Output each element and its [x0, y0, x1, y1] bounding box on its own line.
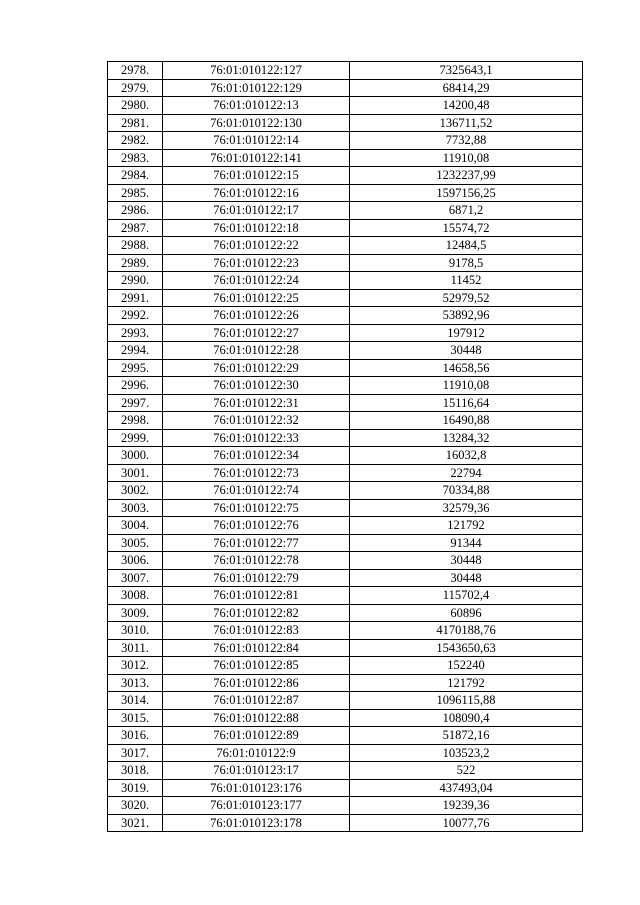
- value-cell: 522: [350, 762, 583, 780]
- value-cell: 7732,88: [350, 132, 583, 150]
- table-row: [108, 499, 583, 517]
- table-row: [108, 552, 583, 570]
- row-number-cell: 2987.: [108, 219, 163, 237]
- row-number-cell: 3005.: [108, 534, 163, 552]
- value-cell: 30448: [350, 342, 583, 360]
- table-row: [108, 237, 583, 255]
- row-number-cell: 2990.: [108, 272, 163, 290]
- value-cell: 30448: [350, 552, 583, 570]
- row-number-cell: 3008.: [108, 587, 163, 605]
- row-number-cell: 2993.: [108, 324, 163, 342]
- table-row: [108, 762, 583, 780]
- cadastral-number-cell: 76:01:010122:89: [163, 727, 350, 745]
- table-row: [108, 517, 583, 535]
- table-row: [108, 674, 583, 692]
- cadastral-number-cell: 76:01:010122:84: [163, 639, 350, 657]
- row-number-cell: 2996.: [108, 377, 163, 395]
- row-number-cell: 2980.: [108, 97, 163, 115]
- row-number-cell: 2984.: [108, 167, 163, 185]
- table-row: [108, 394, 583, 412]
- table-row: [108, 412, 583, 430]
- table-row: [108, 482, 583, 500]
- value-cell: 6871,2: [350, 202, 583, 220]
- table-row: [108, 377, 583, 395]
- cadastral-number-cell: 76:01:010122:77: [163, 534, 350, 552]
- row-number-cell: 3014.: [108, 692, 163, 710]
- table-row: [108, 587, 583, 605]
- table-row: [108, 62, 583, 80]
- table-row: [108, 814, 583, 832]
- cadastral-number-cell: 76:01:010122:28: [163, 342, 350, 360]
- cadastral-value-table: [107, 61, 583, 832]
- cadastral-number-cell: 76:01:010122:76: [163, 517, 350, 535]
- cadastral-number-cell: 76:01:010122:83: [163, 622, 350, 640]
- row-number-cell: 2988.: [108, 237, 163, 255]
- row-number-cell: 3018.: [108, 762, 163, 780]
- cadastral-number-cell: 76:01:010122:79: [163, 569, 350, 587]
- row-number-cell: 3010.: [108, 622, 163, 640]
- cadastral-number-cell: 76:01:010122:87: [163, 692, 350, 710]
- cadastral-number-cell: 76:01:010123:17: [163, 762, 350, 780]
- table-row: [108, 219, 583, 237]
- value-cell: 14658,56: [350, 359, 583, 377]
- value-cell: 121792: [350, 674, 583, 692]
- cadastral-number-cell: 76:01:010122:34: [163, 447, 350, 465]
- table-row: [108, 202, 583, 220]
- row-number-cell: 2992.: [108, 307, 163, 325]
- value-cell: 11910,08: [350, 377, 583, 395]
- table-row: [108, 307, 583, 325]
- row-number-cell: 3003.: [108, 499, 163, 517]
- row-number-cell: 2985.: [108, 184, 163, 202]
- cadastral-number-cell: 76:01:010122:78: [163, 552, 350, 570]
- cadastral-number-cell: 76:01:010122:23: [163, 254, 350, 272]
- value-cell: 108090,4: [350, 709, 583, 727]
- cadastral-number-cell: 76:01:010122:33: [163, 429, 350, 447]
- value-cell: 1597156,25: [350, 184, 583, 202]
- value-cell: 15574,72: [350, 219, 583, 237]
- value-cell: 32579,36: [350, 499, 583, 517]
- cadastral-number-cell: 76:01:010122:24: [163, 272, 350, 290]
- row-number-cell: 2983.: [108, 149, 163, 167]
- cadastral-number-cell: 76:01:010122:129: [163, 79, 350, 97]
- value-cell: 11910,08: [350, 149, 583, 167]
- cadastral-number-cell: 76:01:010122:88: [163, 709, 350, 727]
- table-row: [108, 534, 583, 552]
- cadastral-number-cell: 76:01:010122:86: [163, 674, 350, 692]
- row-number-cell: 2982.: [108, 132, 163, 150]
- table-row: [108, 622, 583, 640]
- row-number-cell: 3004.: [108, 517, 163, 535]
- table-row: [108, 324, 583, 342]
- row-number-cell: 2998.: [108, 412, 163, 430]
- cadastral-number-cell: 76:01:010122:81: [163, 587, 350, 605]
- row-number-cell: 3012.: [108, 657, 163, 675]
- value-cell: 53892,96: [350, 307, 583, 325]
- value-cell: 22794: [350, 464, 583, 482]
- table-row: [108, 184, 583, 202]
- table-row: [108, 97, 583, 115]
- table-row: [108, 289, 583, 307]
- row-number-cell: 2979.: [108, 79, 163, 97]
- table-row: [108, 79, 583, 97]
- table-row: [108, 639, 583, 657]
- value-cell: 197912: [350, 324, 583, 342]
- table-row: [108, 709, 583, 727]
- value-cell: 19239,36: [350, 797, 583, 815]
- value-cell: 16490,88: [350, 412, 583, 430]
- cadastral-number-cell: 76:01:010122:74: [163, 482, 350, 500]
- row-number-cell: 2981.: [108, 114, 163, 132]
- table-row: [108, 447, 583, 465]
- row-number-cell: 3017.: [108, 744, 163, 762]
- row-number-cell: 3020.: [108, 797, 163, 815]
- row-number-cell: 3021.: [108, 814, 163, 832]
- table-row: [108, 342, 583, 360]
- table-row: [108, 727, 583, 745]
- value-cell: 14200,48: [350, 97, 583, 115]
- cadastral-number-cell: 76:01:010122:27: [163, 324, 350, 342]
- table-row: [108, 779, 583, 797]
- table-row: [108, 272, 583, 290]
- row-number-cell: 2991.: [108, 289, 163, 307]
- row-number-cell: 2989.: [108, 254, 163, 272]
- table-row: [108, 132, 583, 150]
- row-number-cell: 3019.: [108, 779, 163, 797]
- row-number-cell: 3007.: [108, 569, 163, 587]
- cadastral-number-cell: 76:01:010122:17: [163, 202, 350, 220]
- cadastral-number-cell: 76:01:010122:18: [163, 219, 350, 237]
- value-cell: 51872,16: [350, 727, 583, 745]
- table-row: [108, 744, 583, 762]
- value-cell: 70334,88: [350, 482, 583, 500]
- table-row: [108, 254, 583, 272]
- value-cell: 15116,64: [350, 394, 583, 412]
- table-row: [108, 114, 583, 132]
- value-cell: 437493,04: [350, 779, 583, 797]
- table-row: [108, 657, 583, 675]
- cadastral-number-cell: 76:01:010122:130: [163, 114, 350, 132]
- row-number-cell: 3016.: [108, 727, 163, 745]
- row-number-cell: 2999.: [108, 429, 163, 447]
- value-cell: 121792: [350, 517, 583, 535]
- table-row: [108, 569, 583, 587]
- cadastral-number-cell: 76:01:010122:15: [163, 167, 350, 185]
- value-cell: 91344: [350, 534, 583, 552]
- cadastral-number-cell: 76:01:010122:127: [163, 62, 350, 80]
- row-number-cell: 3009.: [108, 604, 163, 622]
- table-body: [108, 62, 583, 832]
- value-cell: 1096115,88: [350, 692, 583, 710]
- cadastral-number-cell: 76:01:010122:73: [163, 464, 350, 482]
- cadastral-number-cell: 76:01:010122:13: [163, 97, 350, 115]
- cadastral-number-cell: 76:01:010122:31: [163, 394, 350, 412]
- value-cell: 68414,29: [350, 79, 583, 97]
- row-number-cell: 3000.: [108, 447, 163, 465]
- table-row: [108, 692, 583, 710]
- row-number-cell: 2994.: [108, 342, 163, 360]
- cadastral-number-cell: 76:01:010123:177: [163, 797, 350, 815]
- table-row: [108, 604, 583, 622]
- value-cell: 9178,5: [350, 254, 583, 272]
- cadastral-number-cell: 76:01:010122:82: [163, 604, 350, 622]
- cadastral-number-cell: 76:01:010122:141: [163, 149, 350, 167]
- row-number-cell: 2997.: [108, 394, 163, 412]
- value-cell: 1232237,99: [350, 167, 583, 185]
- value-cell: 136711,52: [350, 114, 583, 132]
- row-number-cell: 3013.: [108, 674, 163, 692]
- value-cell: 152240: [350, 657, 583, 675]
- cadastral-number-cell: 76:01:010122:22: [163, 237, 350, 255]
- value-cell: 4170188,76: [350, 622, 583, 640]
- table-row: [108, 797, 583, 815]
- cadastral-number-cell: 76:01:010123:176: [163, 779, 350, 797]
- value-cell: 115702,4: [350, 587, 583, 605]
- cadastral-number-cell: 76:01:010122:32: [163, 412, 350, 430]
- cadastral-number-cell: 76:01:010122:30: [163, 377, 350, 395]
- cadastral-number-cell: 76:01:010122:26: [163, 307, 350, 325]
- row-number-cell: 2995.: [108, 359, 163, 377]
- row-number-cell: 3006.: [108, 552, 163, 570]
- value-cell: 12484,5: [350, 237, 583, 255]
- row-number-cell: 3011.: [108, 639, 163, 657]
- table-row: [108, 149, 583, 167]
- table-row: [108, 464, 583, 482]
- cadastral-number-cell: 76:01:010122:16: [163, 184, 350, 202]
- value-cell: 52979,52: [350, 289, 583, 307]
- row-number-cell: 2986.: [108, 202, 163, 220]
- value-cell: 30448: [350, 569, 583, 587]
- cadastral-number-cell: 76:01:010123:178: [163, 814, 350, 832]
- table-row: [108, 429, 583, 447]
- value-cell: 11452: [350, 272, 583, 290]
- row-number-cell: 3015.: [108, 709, 163, 727]
- value-cell: 1543650,63: [350, 639, 583, 657]
- row-number-cell: 2978.: [108, 62, 163, 80]
- row-number-cell: 3002.: [108, 482, 163, 500]
- table-row: [108, 359, 583, 377]
- cadastral-number-cell: 76:01:010122:9: [163, 744, 350, 762]
- row-number-cell: 3001.: [108, 464, 163, 482]
- value-cell: 7325643,1: [350, 62, 583, 80]
- cadastral-number-cell: 76:01:010122:29: [163, 359, 350, 377]
- value-cell: 60896: [350, 604, 583, 622]
- cadastral-number-cell: 76:01:010122:25: [163, 289, 350, 307]
- value-cell: 10077,76: [350, 814, 583, 832]
- cadastral-number-cell: 76:01:010122:75: [163, 499, 350, 517]
- cadastral-number-cell: 76:01:010122:85: [163, 657, 350, 675]
- value-cell: 16032,8: [350, 447, 583, 465]
- value-cell: 13284,32: [350, 429, 583, 447]
- cadastral-number-cell: 76:01:010122:14: [163, 132, 350, 150]
- value-cell: 103523,2: [350, 744, 583, 762]
- table-row: [108, 167, 583, 185]
